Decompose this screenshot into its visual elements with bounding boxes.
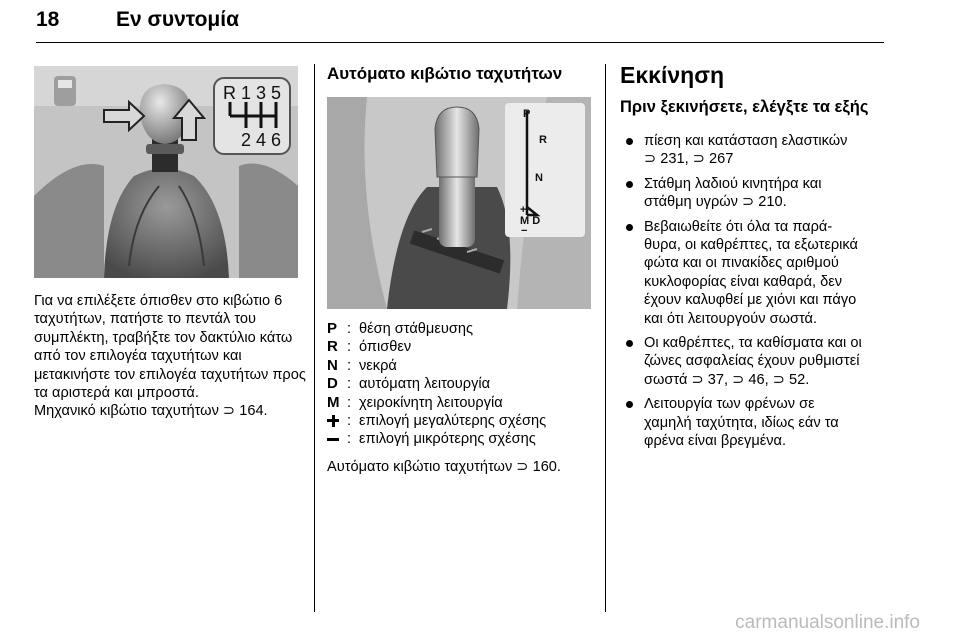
page-title: Εν συντομία [116, 8, 239, 31]
legend-colon: : [347, 321, 352, 337]
gate-label-r: R [539, 134, 547, 146]
legend-text: νεκρά [359, 357, 397, 374]
before-starting-subheading: Πριν ξεκινήσετε, ελέγξτε τα εξής [620, 98, 869, 116]
gate-label-minus: − [521, 225, 528, 237]
legend-text: όπισθεν [359, 339, 412, 356]
legend-key: P [327, 320, 338, 337]
list-item-line: έχουν καλυφθεί με χιόνι και πάγο [644, 292, 857, 309]
legend-colon: : [347, 339, 352, 356]
list-item-line: Βεβαιωθείτε ότι όλα τα παρά- [644, 218, 833, 235]
column-divider-1 [314, 64, 315, 612]
manual-gearbox-reference: Μηχανικό κιβώτιο ταχυτήτων ⊃ 164. [34, 403, 268, 419]
shift-pattern-bottom: 2 4 6 [240, 130, 282, 150]
automatic-gearbox-reference: Αυτόματο κιβώτιο ταχυτήτων ⊃ 160. [327, 459, 561, 475]
page-number: 18 [36, 8, 60, 31]
legend-key: N [327, 356, 338, 374]
legend-row [327, 430, 597, 448]
legend-colon: : [347, 376, 352, 393]
starting-heading: Εκκίνηση [620, 62, 725, 88]
legend-colon: : [347, 394, 352, 411]
list-item-line: σωστά ⊃ 37, ⊃ 46, ⊃ 52. [644, 371, 810, 388]
legend-row [327, 320, 597, 338]
legend-row [327, 394, 597, 412]
list-item-line: φώτα και οι πινακίδες αριθμού [644, 255, 839, 272]
gate-label-p: P [523, 108, 531, 120]
list-item-line: φρένα είναι βρεγμένα. [644, 433, 787, 450]
legend-text: αυτόματη λειτουργία [359, 376, 491, 393]
header-rule [36, 42, 884, 43]
automatic-selector-illustration [327, 97, 591, 309]
legend-key: R [327, 338, 338, 356]
list-item-line: ⊃ 231, ⊃ 267 [644, 151, 734, 168]
watermark: carmanualsonline.info [735, 612, 920, 633]
reverse-gear-instructions: Για να επιλέξετε όπισθεν στο κιβώτιο 6 ταχυτήτων, πατήστε το πεντάλ του συμπλέκτη, τραβήξτε τον δακτύλιο κάτω από τον επιλογέα ταχυτήτων και μετακινήστε τον επιλογέα ταχυτήτων προς τα αριστερά και μπροστά. [34, 293, 306, 402]
legend-text: χειροκίνητη λειτουργία [359, 394, 503, 411]
checklist [620, 132, 895, 457]
list-item-line: πίεση και κατάσταση ελαστικών [644, 133, 848, 149]
gear-position-legend [327, 320, 597, 449]
list-item-line: ζώνες ασφαλείας έχουν ρυθμιστεί [644, 353, 860, 370]
list-item-line: Στάθμη λαδιού κινητήρα και [644, 175, 822, 192]
list-item [620, 334, 895, 389]
legend-text: επιλογή μικρότερης σχέσης [359, 431, 536, 448]
legend-text: επιλογή μεγαλύτερης σχέσης [359, 412, 547, 429]
legend-row [327, 357, 597, 375]
legend-row [327, 375, 597, 393]
list-item-line: κυκλοφορίας είναι καθαρά, δεν [644, 273, 843, 290]
list-item-line: και ότι λειτουργούν σωστά. [644, 310, 818, 327]
minus-icon [327, 430, 347, 448]
list-item [620, 218, 895, 328]
list-item-line: Λειτουργία των φρένων σε [644, 396, 815, 413]
list-item [620, 175, 895, 212]
column-divider-2 [605, 64, 606, 612]
legend-colon: : [347, 412, 352, 429]
list-item [620, 132, 895, 169]
gate-label-n: N [535, 172, 543, 184]
gate-label-md: M D [520, 215, 541, 227]
plus-icon [327, 412, 347, 430]
list-item-line: θυρα, οι καθρέπτες, τα εξωτερικά [644, 237, 858, 254]
legend-row [327, 412, 597, 430]
legend-colon: : [347, 357, 352, 374]
gate-label-plus: + [520, 204, 527, 216]
list-item-line: χαμηλή ταχύτητα, ιδίως εάν τα [644, 414, 839, 431]
manual-gearshift-illustration [34, 66, 298, 278]
legend-text: θέση στάθμευσης [359, 321, 473, 337]
legend-key: M [327, 393, 340, 411]
legend-colon: : [347, 431, 352, 448]
legend-row [327, 338, 597, 356]
list-item-line: Οι καθρέπτες, τα καθίσματα και οι [644, 335, 862, 352]
shift-pattern-top: R 1 3 5 [222, 83, 282, 103]
legend-key: D [327, 375, 338, 393]
list-item [620, 395, 895, 450]
list-item-line: στάθμη υγρών ⊃ 210. [644, 194, 787, 211]
automatic-section-heading: Αυτόματο κιβώτιο ταχυτήτων [327, 64, 563, 83]
